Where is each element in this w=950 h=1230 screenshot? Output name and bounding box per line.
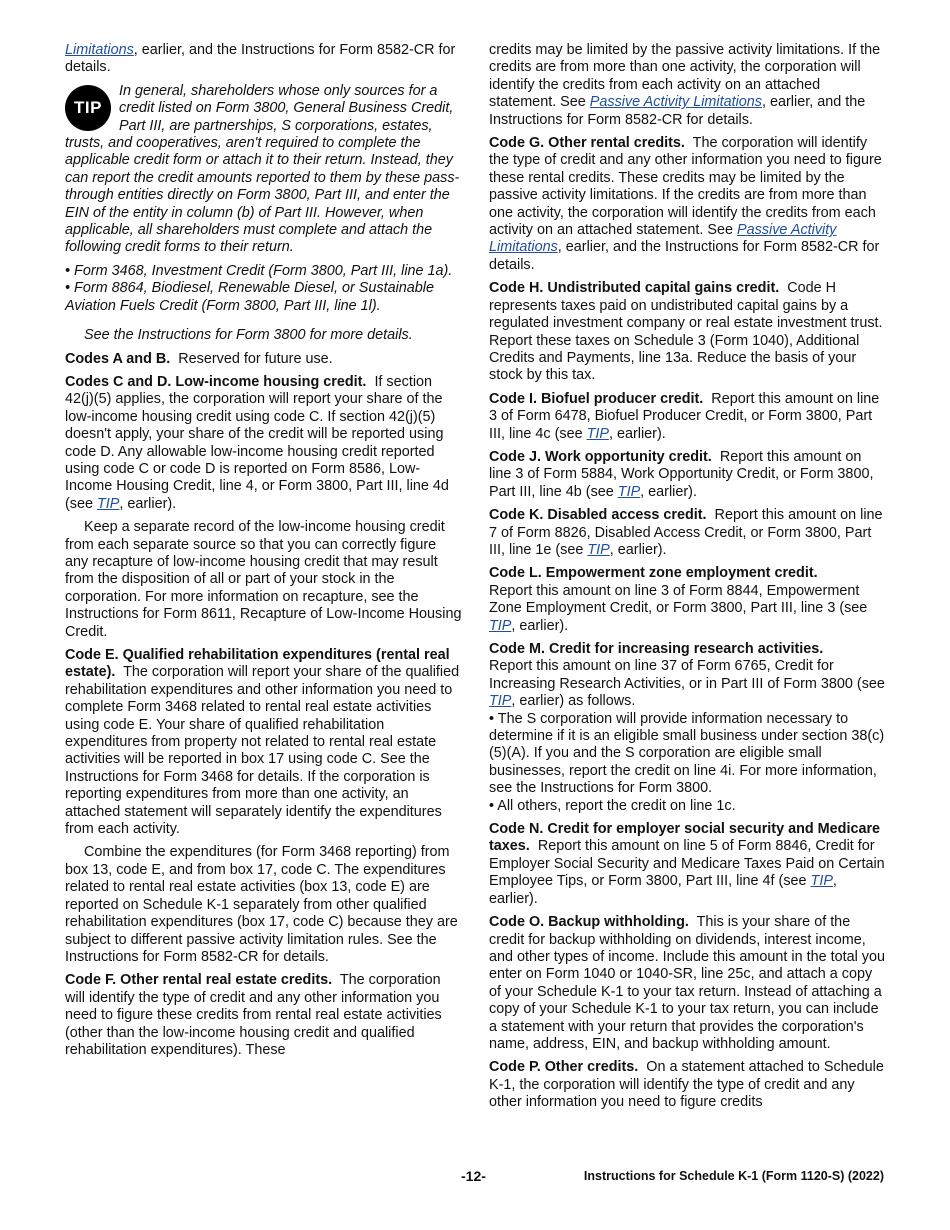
paragraph-limitations-cont: Limitations, earlier, and the Instructions for Form 8582-CR for details. [65,42,456,76]
limitations-link[interactable]: Limitations [65,42,134,58]
footer-form-title: Instructions for Schedule K-1 (Form 1120-S) (2022) [583,1169,884,1183]
passive-activity-link[interactable]: Passive Activity Limitations [489,222,837,256]
tip-box [65,83,463,257]
code-n: Code N. Credit for employer social security and Medicare taxes. Report this amount on line 5 of Form 8846, Credit for Employer Social Security and Medicare Taxes Paid on Certain Employee Tips, or Form 3800, Part III, line 4f (see TIP, earlier). [489,821,885,907]
code-i: Code I. Biofuel producer credit. Report this amount on line 3 of Form 6478, Biofuel Producer Credit, or Form 3800, Part III, line 4c (see TIP, earlier). [489,390,880,442]
tip-note: See the Instructions for Form 3800 for more details. [84,327,413,344]
page-footer [0,1168,950,1188]
code-h: Code H. Undistributed capital gains credit. Code H represents taxes paid on undistributed capital gains by a regulated investment company or real estate investment trust. Report these taxes on Schedule 3 (Form 1040), Additional Credits and Payments, line 13a. Reduce the basis of your stock by this tax. [489,280,883,384]
tip-link[interactable]: TIP [617,483,641,500]
tip-icon: TIP [65,85,111,131]
code-l: Code L. Empowerment zone employment credit. Report this amount on line 3 of Form 8844, Empowerment Zone Employment Credit, or Form 3800, Part III, line 3 (see TIP, earlier). [489,565,868,634]
code-k: Code K. Disabled access credit. Report this amount on line 7 of Form 8826, Disabled Access Credit, or Form 3800, Part III, line 1e (see TIP, earlier). [489,507,883,558]
tip-bullet: • Form 3468, Investment Credit (Form 3800, Part III, line 1a). [65,262,453,279]
codes-c-d-recapture: Keep a separate record of the low-income housing credit from each separate source so that you can correctly figure any recapture of low-income housing credit that may result from the disposition of all or part of your stock in the corporation. For more information on recapture, see the Instructions for Form 8611, Recapture of Low-Income Housing Credit. [65,519,462,640]
list-item: • All others, report the credit on line 1c. [489,797,736,814]
code-o: Code O. Backup withholding. This is your share of the credit for backup withholding on dividends, interest income, and other types of income. Include this amount in the total you enter on Form 1040 or 1040-SR, line 25c, and attach a copy of your Schedule K-1 to your tax return. Instead of attaching a copy of your Schedule K-1 to your tax return, you can include a statement with your return that provides the corporation's name, address, EIN, and backup withholding amount. [489,914,885,1052]
tip-link[interactable]: TIP [587,541,610,558]
right-column [489,42,885,1118]
codes-a-b: Codes A and B. Reserved for future use. [65,350,333,367]
tip-link[interactable]: TIP [586,425,609,442]
code-m-bullet-list [489,711,885,815]
tip-bullet-list [65,263,463,315]
code-p: Code P. Other credits. On a statement attached to Schedule K-1, the corporation will identify the type of credit and any other information you need to figure credits [489,1059,884,1111]
code-e-combine: Combine the expenditures (for Form 3468 reporting) from box 13, code E, and from box 17, code C. The expenditures related to rental real estate activities (box 13, code E) are reported on Schedule K-1 separately from other qualified rehabilitation expenditures (box 17, code C) because they are subject to different passive activity limitation rules. See the Instructions for Form 8582-CR for details. [65,844,458,965]
code-m: Code M. Credit for increasing research activities. Report this amount on line 37 of Form 6765, Credit for Increasing Research Activities, or in Part III of Form 3800 (see TIP, earlier) as follows. • The S corporation will provide information necessary to determine if it is an eligible small business under section 38(c)(5)(A). If you and the S corporation are eligible small businesses, report the credit on line 4i. For more information, see the Instructions for Form 3800. • All others, report the credit on line 1c. [489,641,885,814]
code-e: Code E. Qualified rehabilitation expenditures (rental real estate). The corporation will report your share of the qualified rehabilitation expenditures and other information you need to complete Form 3468 related to rental real estate activities using code E. Your share of qualified rehabilitation expenditures from property not related to rental real estate activities will be reported in box 17 using code C. See the Instructions for Form 3468 for details. If the corporation is reporting expenditures from more than one activity, an attached statement will separately identify the expenditures from each activity. [65,647,460,838]
tip-link[interactable]: TIP [97,495,120,512]
tip-link[interactable]: TIP [489,617,512,634]
passive-activity-link[interactable]: Passive Activity Limitations [589,94,763,111]
tip-bullet: • Form 8864, Biodiesel, Renewable Diesel, or Sustainable Aviation Fuels Credit (Form 3800, Part III, line 1l). [65,280,434,314]
code-f: Code F. Other rental real estate credits. The corporation will identify the type of credit and any other information you need to figure these credits from rental real estate activities (other than the low-income housing credit and qualified rehabilitation expenditures). These [65,972,442,1058]
codes-c-d: Codes C and D. Low-income housing credit. If section 42(j)(5) applies, the corporation will report your share of the low-income housing credit using code C. If section 42(j)(5) doesn't apply, your share of the credit will be reported using code D. Any allowable low-income housing credit reported using code C or code D is reported on Form 8586, Low-Income Housing Credit, line 4, or Form 3800, Part III, line 4d (see TIP, earlier). [65,373,449,512]
left-column [65,42,463,1065]
tip-text: In general, shareholders whose only sources for a credit listed on Form 3800, General Business Credit, Part III, are partnerships, S corporations, estates, trusts, and cooperatives, aren't required to complete the applicable credit form or attach it to their return. Instead, they can report the credit amounts reported to them by these pass-through entities directly on Form 3800, Part III, and enter the EIN of the entity in column (b) of Part III. However, when applicable, all shareholders must complete and attach the following credit forms to their return. [65,82,460,256]
tip-link[interactable]: TIP [489,693,512,710]
code-f-cont: credits may be limited by the passive activity limitations. If the credits are from more than one activity, the corporation will identify the credits from each activity on an attached statement. See Passive Activity Limitations, earlier, and the Instructions for Form 8582-CR for details. [489,42,881,128]
list-item: • The S corporation will provide information necessary to determine if it is an eligible small business under section 38(c)(5)(A). If you and the S corporation are eligible small businesses, report the credit on line 4i. For more information, see the Instructions for Form 3800. [489,710,885,797]
page-number: -12- [461,1168,486,1184]
code-j: Code J. Work opportunity credit. Report this amount on line 3 of Form 5884, Work Opportunity Credit, or Form 3800, Part III, line 4b (see TIP, earlier). [489,448,874,500]
code-g: Code G. Other rental credits. The corporation will identify the type of credit and any other information you need to figure these rental credits. These credits may be limited by the passive activity limitations. If the credits are from more than one activity, the corporation will identify the credits from each activity on an attached statement. See Passive Activity Limitations, earlier, and the Instructions for Form 8582-CR for details. [489,135,882,273]
tip-link[interactable]: TIP [810,873,833,890]
